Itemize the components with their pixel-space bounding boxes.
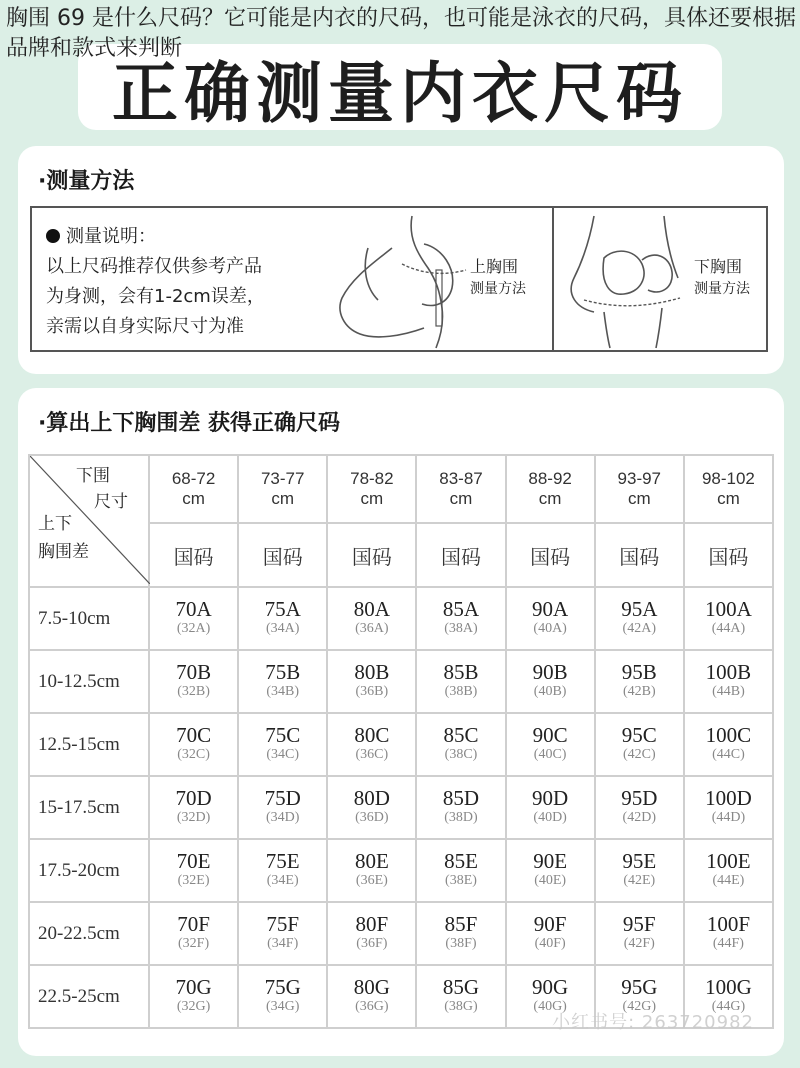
size-cell: [684, 650, 773, 713]
cn-size: 75E: [265, 848, 300, 873]
size-cell: [149, 839, 238, 902]
column-header: [595, 455, 684, 523]
size-cell: [416, 587, 505, 650]
us-size: (34E): [266, 872, 299, 888]
size-cell: [149, 650, 238, 713]
cn-size: 80D: [353, 785, 390, 810]
column-header: [684, 455, 773, 523]
size-cell: [238, 776, 327, 839]
bust-difference-cell: 7.5-10cm: [29, 587, 149, 650]
us-size: (32F): [178, 935, 210, 951]
size-cell: [327, 839, 416, 902]
size-cell: [595, 713, 684, 776]
cn-size: 95E: [622, 848, 657, 873]
us-size: (40B): [533, 683, 567, 699]
column-range: 83-87: [439, 469, 483, 488]
cn-size: 70B: [176, 659, 212, 684]
size-cell: [506, 587, 595, 650]
us-size: (34A): [265, 620, 300, 636]
us-size: (36B): [355, 683, 389, 699]
size-cell: [506, 902, 595, 965]
upper-bust-figure: [332, 208, 552, 350]
cn-size: 90A: [532, 596, 569, 621]
size-cell: [506, 776, 595, 839]
cn-size: 90C: [532, 722, 568, 747]
column-unit: cm: [717, 489, 740, 508]
us-size: (32C): [177, 746, 210, 762]
size-cell: [416, 650, 505, 713]
cn-size: 100D: [705, 785, 752, 810]
us-size: (42C): [622, 746, 656, 762]
section-title-measurement: ·测量方法: [38, 169, 135, 194]
us-size: (40E): [534, 872, 567, 888]
us-size: (34F): [267, 935, 299, 951]
size-cell: [416, 713, 505, 776]
table-row: [29, 587, 773, 650]
bust-difference-cell: 22.5-25cm: [29, 965, 149, 1028]
us-size: (40G): [533, 998, 567, 1014]
size-cell: [238, 713, 327, 776]
us-size: (38A): [444, 620, 478, 636]
cn-size: 75F: [266, 911, 300, 936]
us-size: (44D): [711, 809, 746, 825]
cn-size: 75B: [265, 659, 301, 684]
us-size: (44E): [712, 872, 745, 888]
cn-size: 80G: [353, 974, 390, 999]
size-cell: [506, 839, 595, 902]
cn-size: 80F: [355, 911, 389, 936]
size-cell: [327, 713, 416, 776]
size-cell: [149, 902, 238, 965]
cn-size: 75C: [265, 722, 301, 747]
size-cell: [238, 965, 327, 1028]
cn-size: 100F: [706, 911, 751, 936]
size-cell: [684, 839, 773, 902]
us-size: (42D): [622, 809, 656, 825]
column-range: 98-102: [701, 469, 755, 488]
cn-size: 70C: [176, 722, 212, 747]
note-heading: 测量说明：: [66, 226, 156, 247]
column-range: 88-92: [528, 469, 572, 488]
size-cell: [595, 839, 684, 902]
caption-text: 胸围 69 是什么尺码？它可能是内衣的尺码，也可能是泳衣的尺码，具体还要根据品牌和款式来判断: [6, 6, 796, 61]
cn-size: 80B: [354, 659, 390, 684]
table-row: [29, 839, 773, 902]
us-size: (36F): [356, 935, 388, 951]
size-cell: [149, 713, 238, 776]
cn-size: 85G: [442, 974, 480, 999]
column-unit: cm: [360, 489, 384, 508]
cn-size: 80A: [353, 596, 390, 621]
cn-size: 80C: [354, 722, 390, 747]
size-cell: [416, 902, 505, 965]
size-cell: [416, 965, 505, 1028]
bust-difference-cell: 20-22.5cm: [29, 902, 149, 965]
us-size: (36G): [355, 998, 389, 1014]
us-size: (44C): [712, 746, 745, 762]
cn-size: 95A: [621, 596, 658, 621]
under-bust-title: 下胸围: [694, 257, 743, 276]
size-cell: [238, 587, 327, 650]
guoma-label: 国码: [327, 523, 416, 587]
us-size: (44A): [711, 620, 746, 636]
bust-difference-cell: 10-12.5cm: [29, 650, 149, 713]
us-size: (40C): [533, 746, 567, 762]
column-range: 78-82: [350, 469, 394, 488]
us-size: (38C): [444, 746, 478, 762]
column-header: [327, 455, 416, 523]
column-unit: cm: [538, 489, 562, 508]
guoma-label: 国码: [238, 523, 327, 587]
size-cell: [149, 965, 238, 1028]
us-size: (34B): [266, 683, 300, 699]
us-size: (42B): [622, 683, 656, 699]
cn-size: 85C: [443, 722, 479, 747]
size-cell: [684, 587, 773, 650]
guoma-label: 国码: [416, 523, 505, 587]
size-cell: [506, 650, 595, 713]
us-size: (42A): [622, 620, 656, 636]
bullet-icon: [46, 229, 60, 243]
cn-size: 90B: [532, 659, 568, 684]
column-header: [506, 455, 595, 523]
page-title: 正确测量内衣尺码: [112, 54, 688, 132]
size-cell: [416, 839, 505, 902]
cn-size: 95F: [622, 911, 656, 936]
measurement-method-panel: [18, 146, 784, 374]
size-cell: [595, 587, 684, 650]
us-size: (36A): [355, 620, 389, 636]
cn-size: 100E: [706, 848, 751, 873]
size-cell: [684, 902, 773, 965]
under-bust-illustration: [554, 208, 694, 350]
column-unit: cm: [271, 489, 295, 508]
cn-size: 75A: [264, 596, 301, 621]
size-cell: [327, 902, 416, 965]
under-bust-label: [694, 256, 750, 300]
cn-size: 90D: [532, 785, 569, 810]
cn-size: 90G: [532, 974, 569, 999]
under-bust-figure: [552, 208, 768, 350]
cn-size: 85A: [442, 596, 480, 621]
corner-mid-label: 尺寸: [94, 492, 128, 512]
upper-bust-subtitle: 测量方法: [470, 281, 526, 297]
cn-size: 100C: [705, 722, 752, 747]
size-cell: [238, 902, 327, 965]
table-corner-cell: [29, 455, 149, 587]
size-rows: [29, 587, 773, 1028]
size-cell: [595, 650, 684, 713]
cn-size: 70F: [177, 911, 210, 936]
bust-difference-cell: 17.5-20cm: [29, 839, 149, 902]
us-size: (40A): [533, 620, 567, 636]
cn-size: 75D: [264, 785, 301, 810]
size-cell: [684, 713, 773, 776]
table-row: [29, 650, 773, 713]
cn-size: 70E: [176, 848, 211, 873]
note-line: 为身测，会有1-2cm误差，: [46, 286, 265, 307]
table-row: [29, 902, 773, 965]
corner-top-label: 下围: [76, 466, 110, 486]
us-size: (32E): [177, 872, 210, 888]
column-range: 93-97: [617, 469, 662, 488]
size-cell: [238, 650, 327, 713]
upper-bust-label: [470, 256, 526, 300]
size-cell: [506, 713, 595, 776]
column-header: [416, 455, 505, 523]
size-cell: [327, 650, 416, 713]
size-cell: [595, 776, 684, 839]
us-size: (38B): [444, 683, 478, 699]
column-header: [149, 455, 238, 523]
bust-difference-cell: 15-17.5cm: [29, 776, 149, 839]
us-size: (36D): [355, 809, 389, 825]
size-cell: [684, 776, 773, 839]
us-size: (32A): [176, 620, 211, 636]
note-line: 以上尺码推荐仅供参考产品: [46, 256, 262, 277]
column-unit: cm: [182, 489, 205, 508]
column-range: 68-72: [171, 469, 216, 488]
us-size: (36C): [355, 746, 389, 762]
us-size: (36E): [355, 872, 388, 888]
corner-bottom-label-2: 胸围差: [38, 542, 89, 562]
cn-size: 85B: [443, 659, 479, 684]
us-size: (40D): [533, 809, 567, 825]
column-unit: cm: [449, 489, 473, 508]
size-chart-panel: [18, 388, 784, 1056]
size-cell: [327, 776, 416, 839]
table-row: [29, 776, 773, 839]
us-size: (38G): [444, 998, 478, 1014]
cn-size: 70A: [175, 596, 212, 621]
us-size: (32B): [177, 683, 210, 699]
cn-size: 85D: [442, 785, 480, 810]
us-size: (38F): [445, 935, 477, 951]
column-range: 73-77: [260, 469, 305, 488]
table-header-row: [29, 455, 773, 523]
cn-size: 95B: [621, 659, 657, 684]
cn-size: 75G: [264, 974, 301, 999]
us-size: (42G): [622, 998, 656, 1014]
cn-size: 100A: [705, 596, 752, 621]
column-unit: cm: [627, 489, 651, 508]
us-size: (34C): [266, 746, 300, 762]
cn-size: 100B: [705, 659, 752, 684]
column-header: [238, 455, 327, 523]
cn-size: 95D: [621, 785, 658, 810]
size-cell: [149, 587, 238, 650]
us-size: (38D): [444, 809, 478, 825]
us-size: (32D): [176, 809, 211, 825]
us-size: (44G): [711, 998, 746, 1014]
note-line: 亲需以自身实际尺寸为准: [46, 316, 244, 337]
cn-size: 85E: [444, 848, 478, 873]
size-table: [28, 454, 774, 1029]
upper-bust-title: 上胸围: [470, 257, 519, 276]
us-size: (42E): [623, 872, 656, 888]
size-cell: [416, 776, 505, 839]
us-size: (34G): [265, 998, 300, 1014]
section-title-size-chart: ·算出上下胸围差 获得正确尺码: [38, 411, 341, 436]
size-cell: [327, 965, 416, 1028]
cn-size: 70D: [175, 785, 212, 810]
us-size: (38E): [445, 872, 477, 888]
size-cell: [238, 839, 327, 902]
corner-bottom-label-1: 上下: [38, 514, 72, 534]
us-size: (44B): [712, 683, 745, 699]
us-size: (34D): [265, 809, 300, 825]
cn-size: 95G: [621, 974, 658, 999]
cn-size: 100G: [705, 974, 752, 999]
under-bust-subtitle: 测量方法: [694, 281, 750, 297]
measurement-box: [30, 206, 768, 352]
watermark: 小红书号: 263720982: [552, 1012, 754, 1033]
us-size: (42F): [623, 935, 655, 951]
table-row: [29, 713, 773, 776]
guoma-label: 国码: [149, 523, 238, 587]
cn-size: 85F: [444, 911, 478, 936]
us-size: (44F): [712, 935, 744, 951]
size-cell: [327, 587, 416, 650]
us-size: (40F): [534, 935, 566, 951]
cn-size: 90E: [533, 848, 568, 873]
cn-size: 90F: [533, 911, 567, 936]
bust-difference-cell: 12.5-15cm: [29, 713, 149, 776]
us-size: (32G): [176, 998, 211, 1014]
size-cell: [149, 776, 238, 839]
measurement-notes: [46, 222, 326, 342]
cn-size: 95C: [621, 722, 657, 747]
cn-size: 70G: [175, 974, 212, 999]
cn-size: 80E: [354, 848, 389, 873]
guoma-label: 国码: [506, 523, 595, 587]
guoma-label: 国码: [684, 523, 773, 587]
guoma-label: 国码: [595, 523, 684, 587]
size-cell: [595, 902, 684, 965]
upper-bust-illustration: [332, 208, 472, 350]
